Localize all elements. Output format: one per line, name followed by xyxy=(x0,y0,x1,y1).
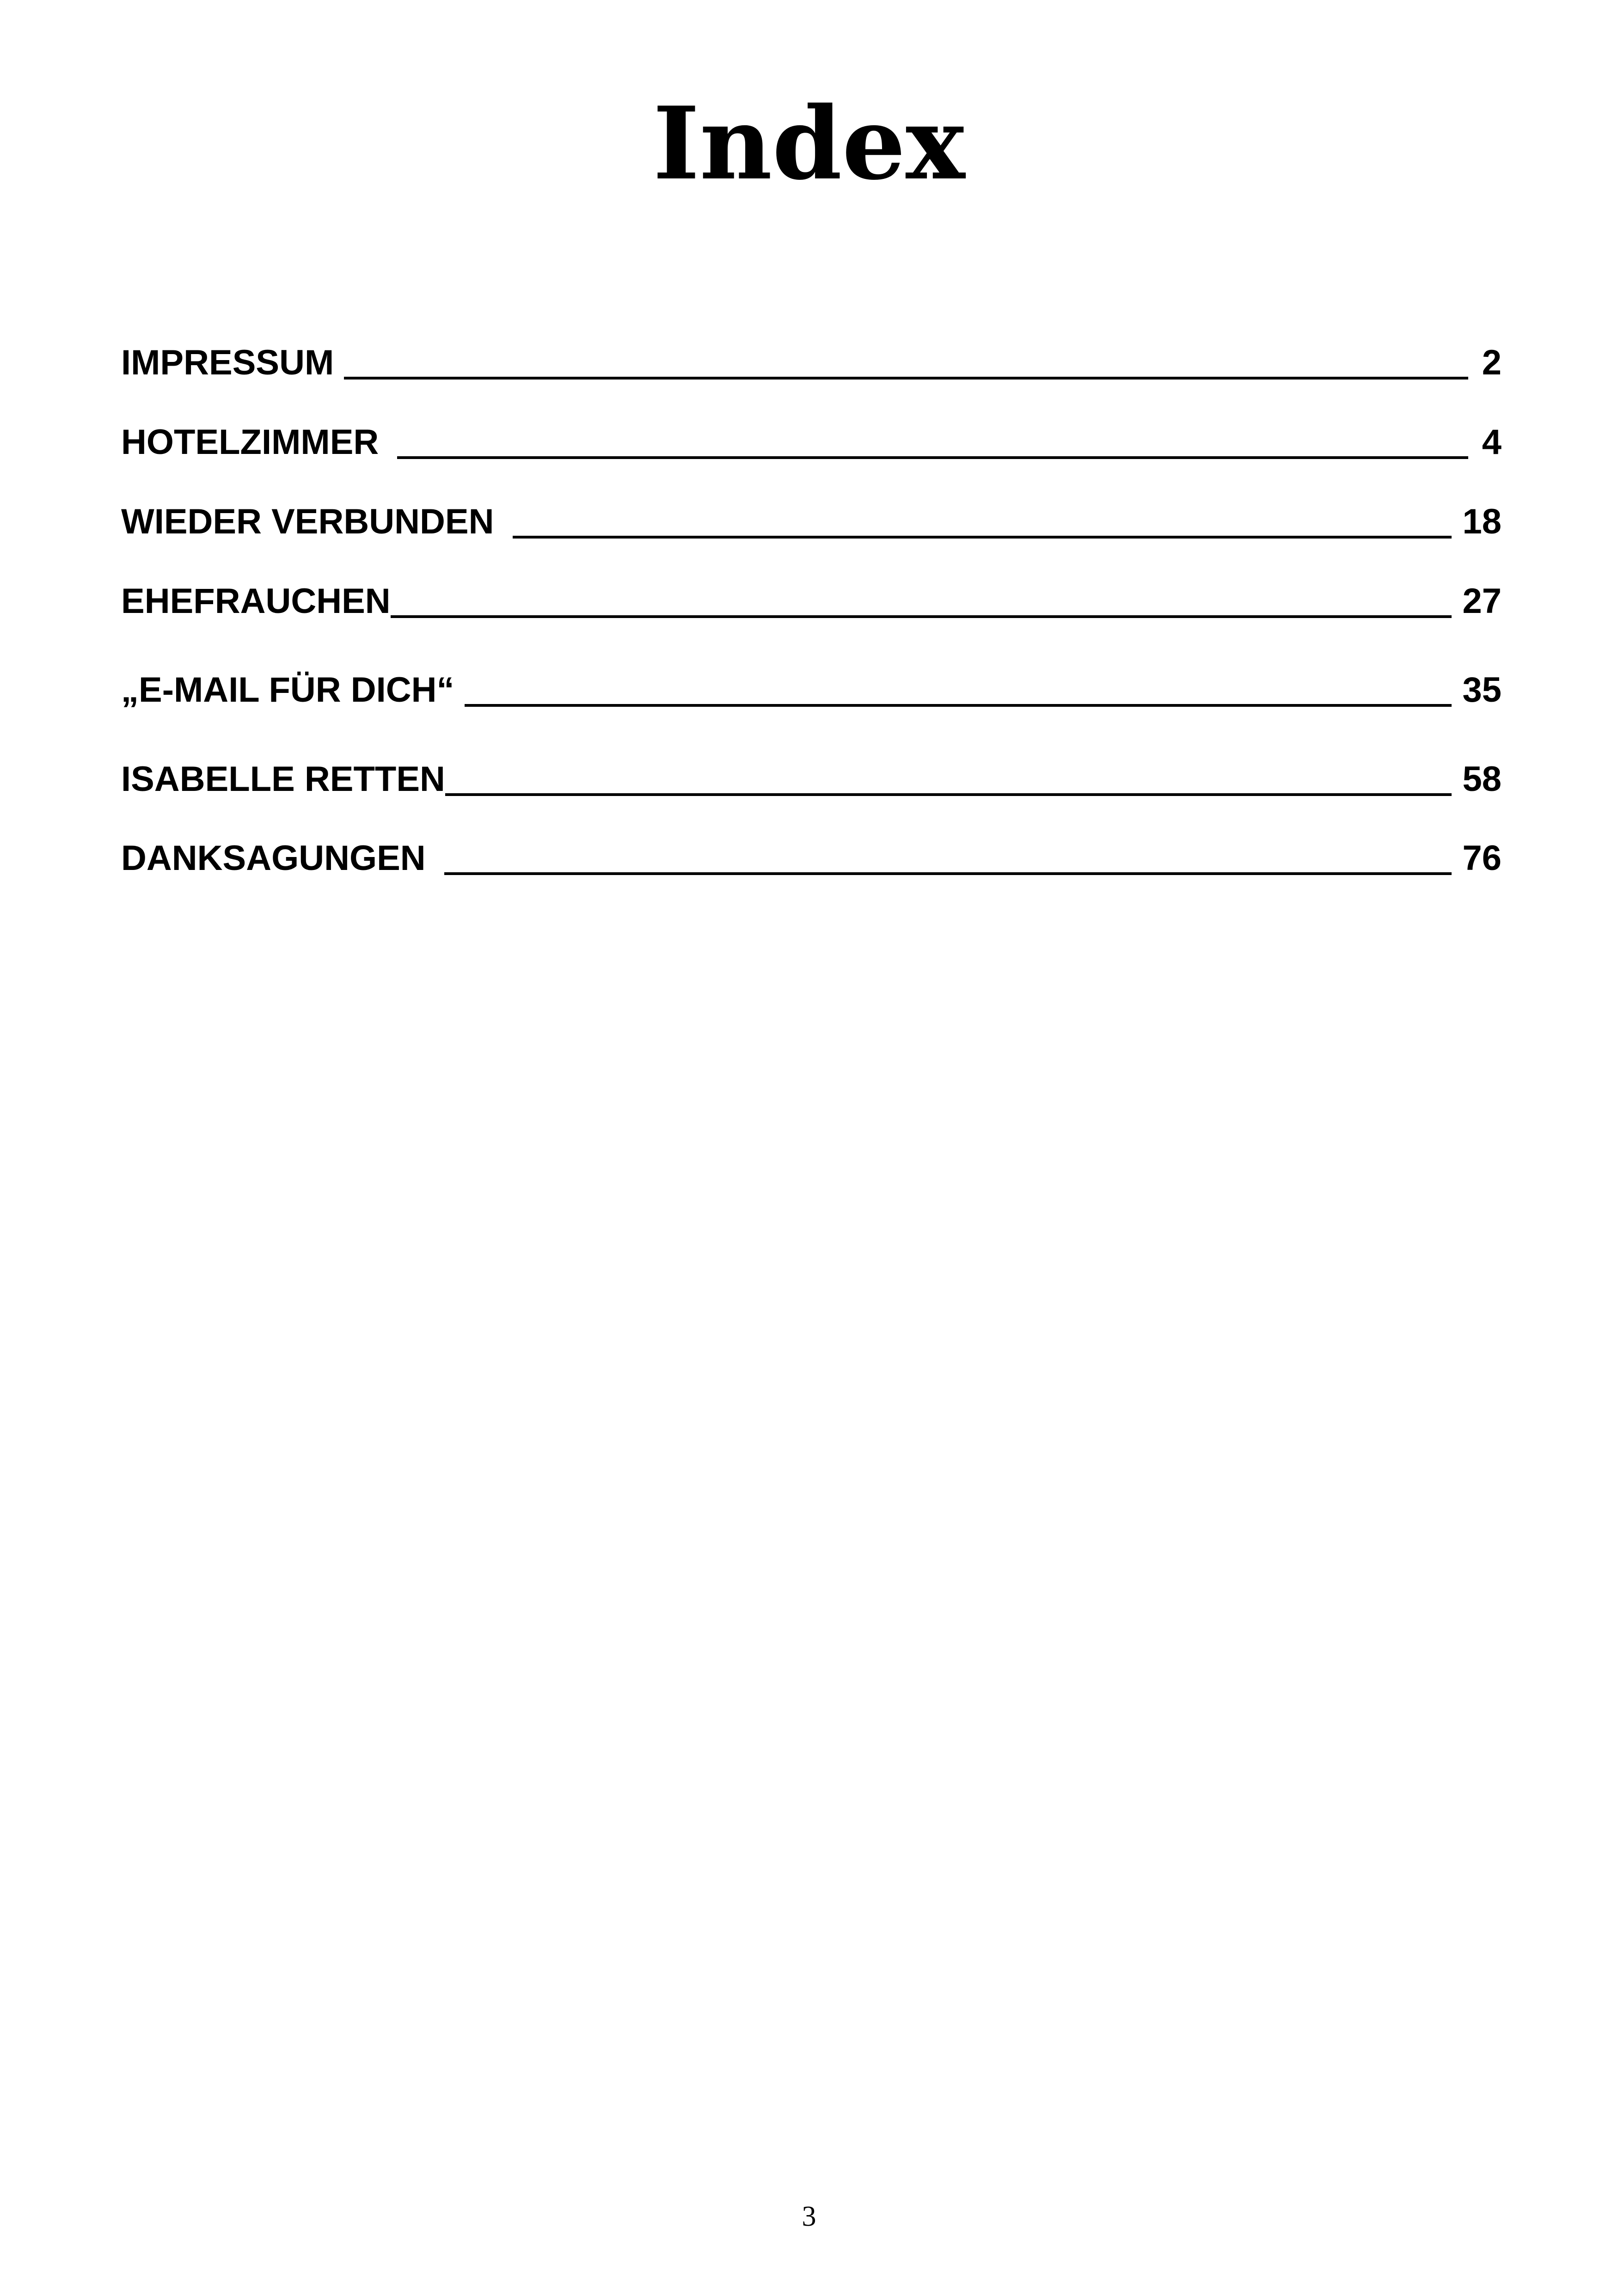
toc-entry-danksagungen[interactable] xyxy=(121,831,1502,882)
toc-entry-page: 35 xyxy=(1462,670,1502,710)
toc-leader-line xyxy=(344,377,1468,380)
toc-leader-line xyxy=(391,615,1452,618)
toc-leader-line xyxy=(397,456,1468,459)
toc-leader-line xyxy=(513,536,1452,539)
toc-entry-label: EHEFRAUCHEN xyxy=(121,582,391,621)
toc-leader-line xyxy=(444,872,1452,875)
toc-entry-label: HOTELZIMMER xyxy=(121,422,379,462)
toc-entry-page: 27 xyxy=(1462,582,1502,621)
toc-entry-label: ISABELLE RETTEN xyxy=(121,759,445,799)
toc-entry-label: IMPRESSUM xyxy=(121,343,334,382)
toc-entry-ehefrauchen[interactable] xyxy=(121,574,1502,625)
toc-leader-line xyxy=(465,704,1452,707)
toc-entry-isabelle-retten[interactable] xyxy=(121,752,1502,802)
toc-entry-label: DANKSAGUNGEN xyxy=(121,839,426,878)
page-title: Index xyxy=(653,85,965,202)
toc-entry-label: „E-MAIL FÜR DICH“ xyxy=(121,670,454,710)
toc-entry-hotelzimmer[interactable] xyxy=(121,415,1502,465)
toc-leader-line xyxy=(445,793,1452,796)
toc-entry-email-fuer-dich[interactable] xyxy=(121,662,1502,713)
toc-entry-page: 18 xyxy=(1462,502,1502,541)
toc-entry-label: WIEDER VERBUNDEN xyxy=(121,502,494,541)
page-number: 3 xyxy=(802,2201,816,2232)
toc-entry-wieder-verbunden[interactable] xyxy=(121,494,1502,545)
toc-entry-page: 4 xyxy=(1482,422,1502,462)
toc-entry-page: 58 xyxy=(1462,759,1502,799)
toc-entry-page: 76 xyxy=(1462,839,1502,878)
toc-entry-page: 2 xyxy=(1482,343,1502,382)
toc-entry-impressum[interactable] xyxy=(121,335,1502,386)
